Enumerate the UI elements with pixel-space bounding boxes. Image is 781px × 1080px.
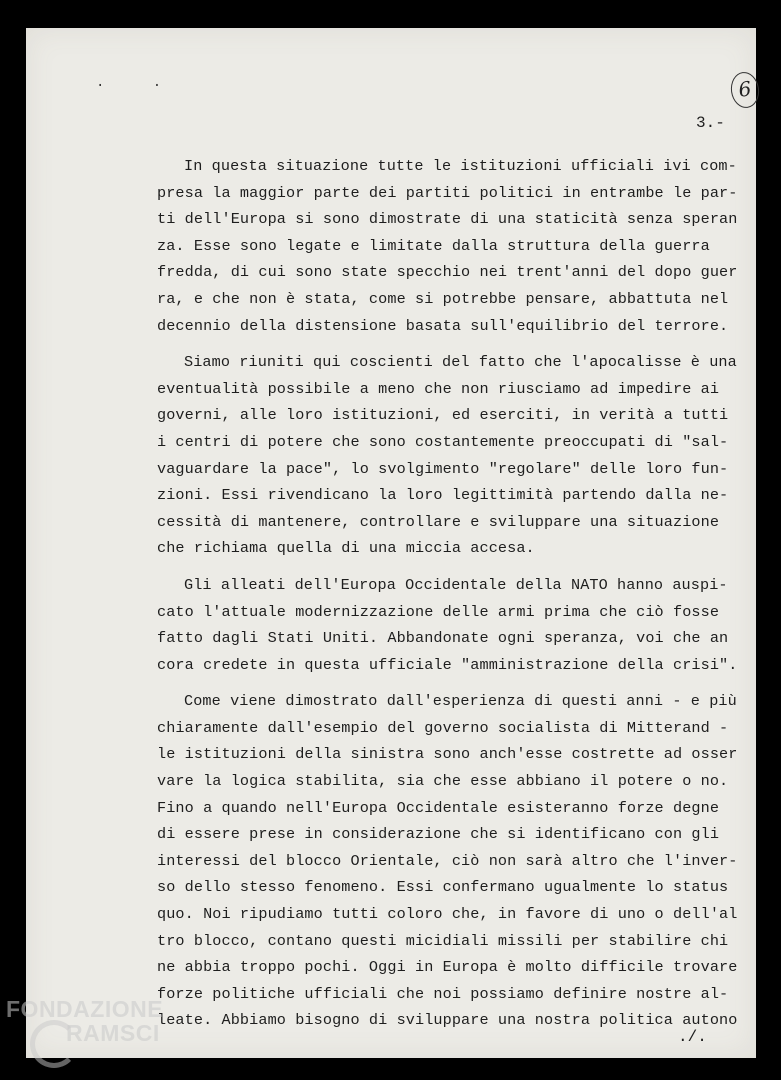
text-line: vaguardare la pace", lo svolgimento "regolare" delle loro fun- <box>157 459 729 478</box>
text-line: i centri di potere che sono costantemente preoccupati di "sal- <box>157 432 729 451</box>
text-line: Come viene dimostrato dall'esperienza di questi anni - e più <box>184 692 737 711</box>
margin-dots: · · <box>96 78 182 94</box>
text-line: za. Esse sono legate e limitate dalla struttura della guerra <box>157 236 710 255</box>
text-line: leate. Abbiamo bisogno di sviluppare una nostra politica autono <box>157 1011 738 1030</box>
text-line: Gli alleati dell'Europa Occidentale della NATO hanno auspi- <box>184 575 728 594</box>
text-line: ne abbia troppo pochi. Oggi in Europa è molto difficile trovare <box>157 958 738 977</box>
text-line: vare la logica stabilita, sia che esse abbiano il potere o no. <box>157 772 729 791</box>
text-line: ra, e che non è stata, come si potrebbe pensare, abbattuta nel <box>157 289 729 308</box>
text-line: interessi del blocco Orientale, ciò non sarà altro che l'inver- <box>157 851 738 870</box>
text-line: forze politiche ufficiali che noi possiamo definire nostre al- <box>157 984 729 1003</box>
text-line: fatto dagli Stati Uniti. Abbandonate ogni speranza, voi che an <box>157 629 729 648</box>
text-line: fredda, di cui sono state specchio nei trent'anni del dopo guer <box>157 263 738 282</box>
text-line: ti dell'Europa si sono dimostrate di una staticità senza speran <box>157 210 738 229</box>
watermark-line-2: RAMSCI <box>66 1020 160 1046</box>
archive-watermark <box>0 990 200 1080</box>
paragraph-2 <box>157 349 737 562</box>
text-line: le istituzioni della sinistra sono anch'esse costrette ad osser <box>157 745 738 764</box>
typed-page-number: 3.- <box>696 114 725 132</box>
text-line: In questa situazione tutte le istituzioni ufficiali ivi com- <box>184 157 737 175</box>
text-line: cato l'attuale modernizzazione delle armi prima che ciò fosse <box>157 602 720 621</box>
text-line: decennio della distensione basata sull'equilibrio del terrore. <box>157 316 729 335</box>
paragraph-4 <box>157 688 737 1034</box>
text-line: zioni. Essi rivendicano la loro legittimità partendo dalla ne- <box>157 486 729 505</box>
watermark-line-1: FONDAZIONE <box>6 996 164 1022</box>
paragraph-3 <box>157 572 737 678</box>
text-line: eventualità possibile a meno che non riusciamo ad impedire ai <box>157 379 720 398</box>
text-line: cora credete in questa ufficiale "amministrazione della crisi". <box>157 655 738 674</box>
handwritten-page-number: 6 <box>729 70 762 110</box>
text-line: cessità di mantenere, controllare e sviluppare una situazione <box>157 512 720 531</box>
text-line: governi, alle loro istituzioni, ed eserciti, in verità a tutti <box>157 406 729 425</box>
typed-text-body <box>157 153 737 1034</box>
text-line: Siamo riuniti qui coscienti del fatto che l'apocalisse è una <box>184 353 737 372</box>
text-line: tro blocco, contano questi micidiali missili per stabilire chi <box>157 931 729 950</box>
text-line: Fino a quando nell'Europa Occidentale esisteranno forze degne <box>157 798 720 817</box>
text-line: so dello stesso fenomeno. Essi confermano ugualmente lo status <box>157 878 729 897</box>
text-line: di essere prese in considerazione che si identificano con gli <box>157 825 720 844</box>
text-line: che richiama quella di una miccia accesa. <box>157 539 535 558</box>
text-line: presa la maggior parte dei partiti politici in entrambe le par- <box>157 183 738 202</box>
paragraph-1 <box>157 153 737 339</box>
text-line: chiaramente dall'esempio del governo socialista di Mitterand - <box>157 718 729 737</box>
continuation-mark: ./. <box>678 1028 707 1046</box>
text-line: quo. Noi ripudiamo tutti coloro che, in favore di uno o dell'al <box>157 905 738 924</box>
document-page <box>26 28 756 1058</box>
